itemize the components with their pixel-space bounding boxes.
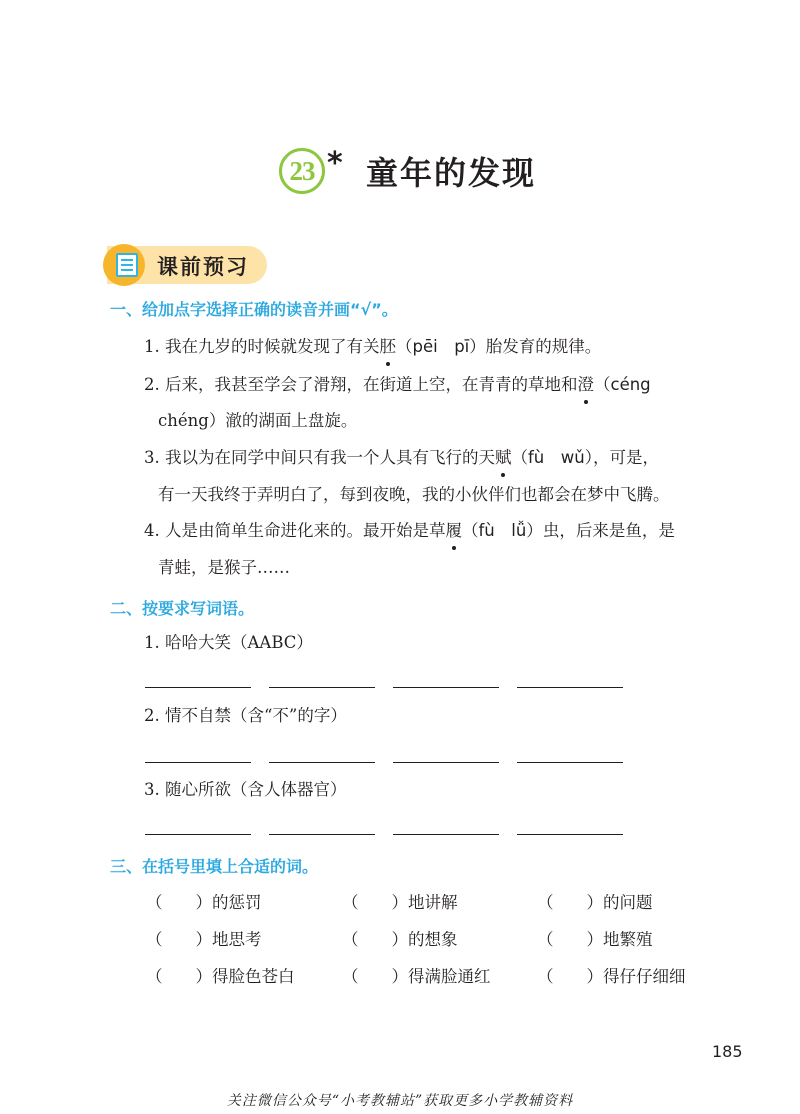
- fill-paren[interactable]: （ ）: [146, 967, 212, 986]
- question-3: [144, 447, 659, 469]
- fill-word: 的问题: [603, 893, 653, 912]
- fill-word: 地讲解: [408, 893, 458, 912]
- fill-paren[interactable]: （ ）: [537, 893, 603, 912]
- q3-pinyin-options: （fù wǔ）: [511, 448, 593, 467]
- footer-note: 关注微信公众号“小考教辅站”获取更多小学教辅资料: [226, 1093, 574, 1109]
- q1-text-pre: 1. 我在九岁的时候就发现了有关: [144, 337, 380, 356]
- fill-item: [537, 963, 686, 987]
- fill-paren[interactable]: （ ）: [537, 930, 603, 949]
- fill-paren[interactable]: （ ）: [146, 893, 212, 912]
- section2-heading: 二、按要求写词语。: [110, 599, 255, 618]
- question-1: [144, 336, 601, 358]
- fill-item: [342, 889, 458, 913]
- fill-item: [537, 926, 653, 950]
- fill-item: [342, 926, 458, 950]
- fill-word: 的想象: [408, 930, 458, 949]
- fill-paren[interactable]: （ ）: [342, 893, 408, 912]
- section3-heading: 三、在括号里填上合适的词。: [110, 857, 319, 876]
- q2-text-pre: 2. 后来，我甚至学会了滑翔，在街道上空，在青青的草地和: [144, 375, 578, 394]
- lesson-number-badge: 23: [279, 148, 325, 194]
- word-task-1: 1. 哈哈大笑（AABC）: [144, 633, 313, 652]
- q3-text-pre: 3. 我以为在同学中间只有我一个人具有飞行的天: [144, 448, 495, 467]
- fill-paren[interactable]: （ ）: [146, 930, 212, 949]
- word-task-3: 3. 随心所欲（含人体器官）: [144, 780, 347, 799]
- q4-text-post: 虫，后来是鱼，是: [542, 521, 675, 540]
- fill-item: [342, 963, 491, 987]
- q3-dotted-char: 赋: [495, 448, 512, 467]
- answer-blank[interactable]: [517, 687, 623, 688]
- fill-item: [146, 926, 262, 950]
- answer-blank[interactable]: [517, 762, 623, 763]
- fill-word: 得仔仔细细: [603, 967, 686, 986]
- q4-text-pre: 4. 人是由简单生命进化来的。最开始是草: [144, 521, 446, 540]
- answer-blank[interactable]: [269, 834, 375, 835]
- fill-paren[interactable]: （ ）: [342, 967, 408, 986]
- fill-item: [146, 889, 262, 913]
- preview-section-tab: [107, 246, 267, 284]
- answer-blank[interactable]: [393, 762, 499, 763]
- q1-pinyin-options: （pēi pī）: [396, 337, 486, 356]
- answer-blank[interactable]: [145, 762, 251, 763]
- question-2: [144, 374, 651, 396]
- preview-tab-label: 课前预习: [157, 255, 249, 279]
- q4-dotted-char: 履: [445, 521, 462, 540]
- section1-heading: 一、给加点字选择正确的读音并画“√”。: [110, 300, 398, 319]
- q3-line2: 有一天我终于弄明白了，每到夜晚，我的小伙伴们也都会在梦中飞腾。: [158, 485, 670, 504]
- q2-dotted-char: 澄: [577, 375, 594, 394]
- question-4: [144, 520, 675, 542]
- q1-dotted-char: 胚: [379, 337, 396, 356]
- book-icon: [116, 253, 138, 277]
- answer-blank[interactable]: [145, 687, 251, 688]
- q4-pinyin-options: （fù lǚ）: [462, 521, 543, 540]
- answer-blank[interactable]: [145, 834, 251, 835]
- fill-paren[interactable]: （ ）: [342, 930, 408, 949]
- q1-text-post: 胎发育的规律。: [485, 337, 602, 356]
- answer-blank[interactable]: [517, 834, 623, 835]
- word-task-2: 2. 情不自禁（含“不”的字）: [144, 706, 347, 725]
- answer-blank[interactable]: [393, 834, 499, 835]
- q4-line2: 青蛙，是猴子……: [158, 558, 290, 577]
- answer-blank[interactable]: [269, 762, 375, 763]
- answer-blank[interactable]: [393, 687, 499, 688]
- fill-word: 地思考: [212, 930, 262, 949]
- fill-word: 地繁殖: [603, 930, 653, 949]
- page-number: 185: [712, 1042, 743, 1061]
- q2-pinyin-options: （céng: [594, 375, 651, 394]
- lesson-star: *: [327, 146, 343, 181]
- lesson-title: 童年的发现: [366, 154, 537, 192]
- lesson-title-block: [0, 142, 800, 202]
- fill-word: 的惩罚: [212, 893, 262, 912]
- fill-item: [146, 963, 295, 987]
- answer-blank[interactable]: [269, 687, 375, 688]
- fill-word: 得满脸通红: [408, 967, 491, 986]
- fill-paren[interactable]: （ ）: [537, 967, 603, 986]
- fill-word: 得脸色苍白: [212, 967, 295, 986]
- q3-text-post: ，可是，: [592, 448, 659, 467]
- fill-item: [537, 889, 653, 913]
- q2-line2: chéng）澈的湖面上盘旋。: [158, 411, 358, 430]
